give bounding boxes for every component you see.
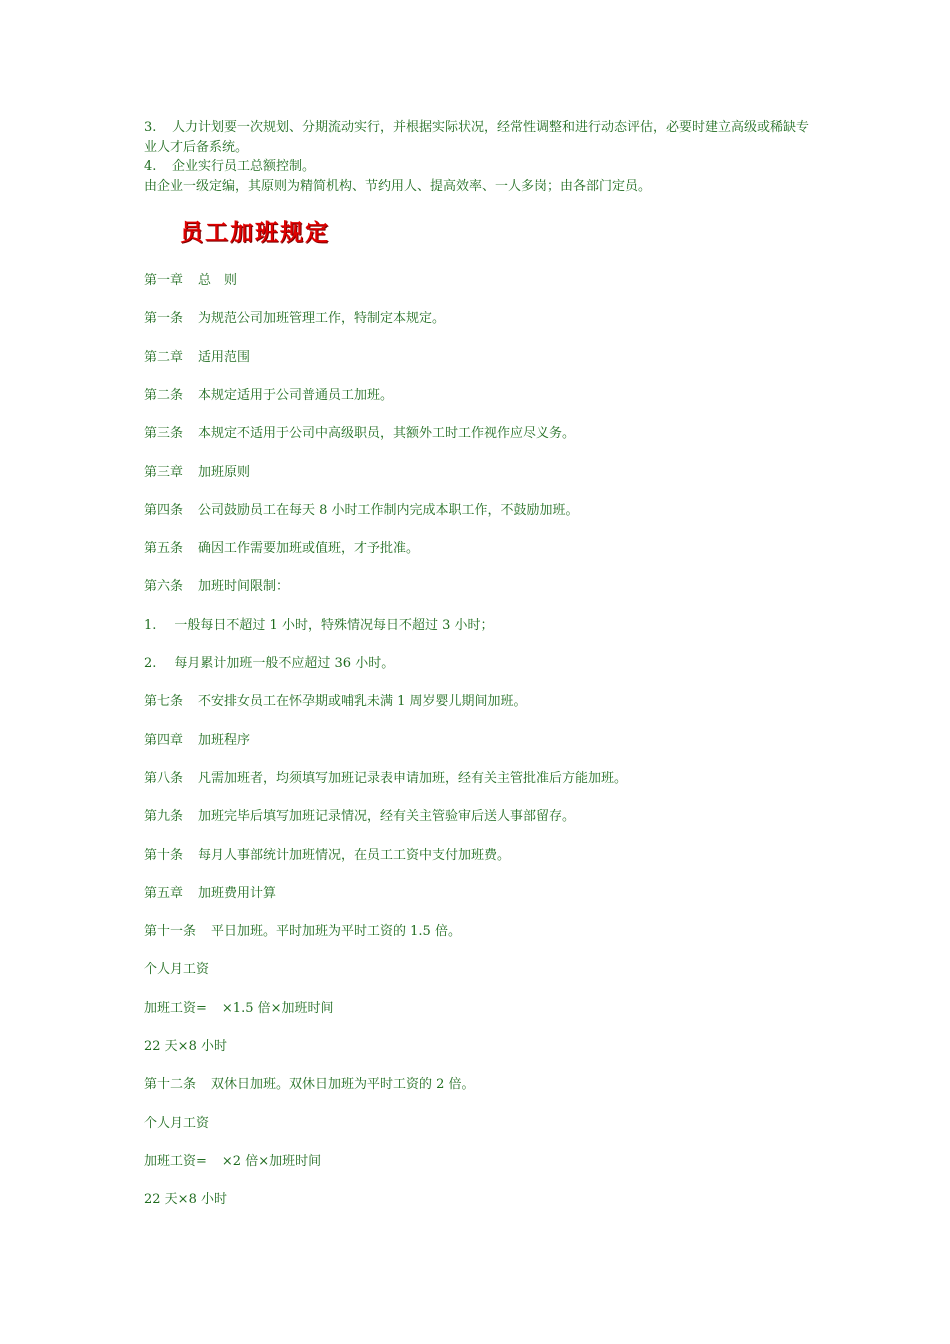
line-label: 第三条: [144, 426, 184, 442]
line-label: 第四条: [144, 502, 184, 518]
regulation-line: [144, 1188, 227, 1207]
line-text: 加班时间限制：: [198, 579, 290, 595]
regulation-line: [144, 805, 575, 824]
regulation-line: [144, 575, 289, 594]
line-label: 第七条: [144, 694, 184, 710]
line-label: 第十二条: [144, 1077, 197, 1093]
line-text: 本规定不适用于公司中高级职员，其额外工时工作视作应尽义务。: [198, 426, 576, 442]
line-text: 一般每日不超过 1 小时，特殊情况每日不超过 3 小时；: [174, 617, 494, 633]
regulation-line: [144, 767, 627, 786]
line-label: 加班工资=: [144, 1153, 207, 1169]
regulation-line: [144, 346, 250, 365]
line-text: 22 天×8 小时: [144, 1192, 227, 1208]
line-label: 第十条: [144, 847, 184, 863]
intro-item-3: [144, 118, 814, 157]
line-label: 第四章: [144, 732, 184, 748]
line-text: 适用范围: [198, 349, 251, 365]
regulation-line: [144, 1035, 227, 1054]
line-label: 第二条: [144, 387, 184, 403]
regulation-line: [144, 1150, 321, 1169]
regulation-line: [144, 690, 527, 709]
intro-item-4-number: 4.: [144, 159, 157, 174]
line-text: 平日加班。平时加班为平时工资的 1.5 倍。: [211, 924, 461, 940]
line-label: 第一条: [144, 311, 184, 327]
line-label: 第一章: [144, 273, 184, 288]
regulation-line: [144, 461, 250, 480]
line-label: 第五章: [144, 885, 184, 901]
regulation-line: [144, 384, 393, 403]
regulation-line: [144, 499, 579, 518]
line-label: 第八条: [144, 770, 184, 786]
line-text: ×2 倍×加班时间: [221, 1153, 322, 1169]
line-label: 第三章: [144, 464, 184, 480]
line-text: ×1.5 倍×加班时间: [221, 1000, 334, 1016]
intro-item-4: [144, 157, 814, 177]
regulation-line: [144, 997, 334, 1016]
intro-item-3-number: 3.: [144, 120, 157, 135]
line-label: 加班工资=: [144, 1000, 207, 1016]
regulation-line: [144, 844, 510, 863]
regulation-line: [144, 1112, 209, 1131]
line-text: 凡需加班者，均须填写加班记录表申请加班，经有关主管批准后方能加班。: [198, 770, 628, 786]
line-text: 每月累计加班一般不应超过 36 小时。: [174, 656, 395, 671]
regulation-line: [144, 614, 493, 633]
regulation-line: [144, 920, 461, 939]
regulation-line: [144, 307, 445, 326]
line-label: 2.: [144, 656, 157, 671]
line-text: 每月人事部统计加班情况，在员工工资中支付加班费。: [198, 847, 511, 863]
regulation-line: [144, 729, 250, 748]
regulation-line: [144, 652, 394, 671]
document-title: 员工加班规定: [180, 220, 330, 246]
line-text: 加班费用计算: [198, 885, 277, 901]
line-label: 第十一条: [144, 924, 197, 940]
line-text: 双休日加班。双休日加班为平时工资的 2 倍。: [211, 1077, 475, 1093]
line-label: 1.: [144, 617, 157, 633]
regulation-line: [144, 269, 237, 288]
line-text: 公司鼓励员工在每天 8 小时工作制内完成本职工作，不鼓励加班。: [198, 502, 579, 518]
line-text: 个人月工资: [144, 1115, 210, 1131]
line-label: 第五条: [144, 541, 184, 557]
line-text: 加班原则: [198, 464, 251, 480]
intro-paragraph: 由企业一级定编，其原则为精简机构、节约用人、提高效率、一人多岗；由各部门定员。: [144, 178, 652, 194]
line-text: 确因工作需要加班或值班，才予批准。: [198, 541, 420, 557]
line-label: 第六条: [144, 579, 184, 595]
line-text: 为规范公司加班管理工作，特制定本规定。: [198, 311, 446, 327]
regulation-line: [144, 958, 209, 977]
line-text: 本规定适用于公司普通员工加班。: [198, 387, 394, 403]
regulation-line: [144, 1073, 475, 1092]
intro-item-3-text: 人力计划要一次规划、分期流动实行，并根据实际状况，经常性调整和进行动态评估，必要时建立高级或稀缺专业人才后备系统。: [144, 120, 810, 155]
line-text: 个人月工资: [144, 962, 210, 978]
line-text: 总 则: [198, 273, 238, 288]
line-text: 加班程序: [198, 732, 251, 748]
regulation-line: [144, 882, 276, 901]
intro-item-4-text: 企业实行员工总额控制。: [172, 159, 316, 174]
regulation-line: [144, 422, 575, 441]
line-label: 第二章: [144, 349, 184, 365]
intro-section: [144, 118, 814, 196]
line-label: 第九条: [144, 809, 184, 825]
regulation-line: [144, 537, 419, 556]
line-text: 22 天×8 小时: [144, 1039, 227, 1054]
line-text: 加班完毕后填写加班记录情况，经有关主管验审后送人事部留存。: [198, 809, 576, 825]
line-text: 不安排女员工在怀孕期或哺乳未满 1 周岁婴儿期间加班。: [198, 694, 527, 710]
